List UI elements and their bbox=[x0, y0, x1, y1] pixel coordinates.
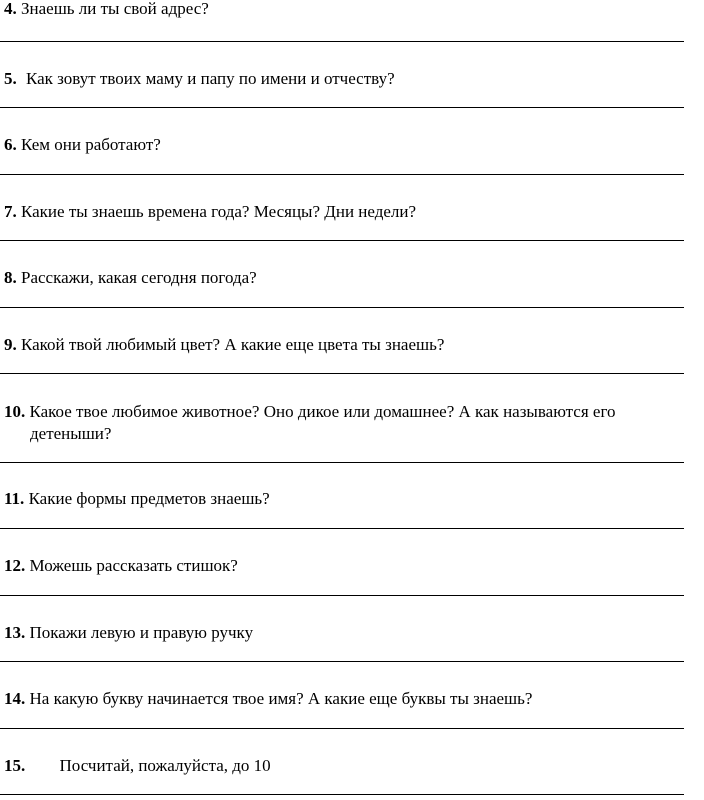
question-text: Можешь рассказать стишок? bbox=[29, 556, 238, 575]
question-number: 7. bbox=[4, 202, 17, 221]
question-number: 9. bbox=[4, 335, 17, 354]
question-11 bbox=[4, 488, 700, 510]
answer-line-10 bbox=[0, 462, 684, 463]
question-8 bbox=[4, 267, 700, 289]
question-text: На какую букву начинается твое имя? А какие еще буквы ты знаешь? bbox=[29, 689, 533, 708]
question-number: 12. bbox=[4, 556, 26, 575]
question-5 bbox=[4, 68, 700, 90]
question-number: 5. bbox=[4, 69, 17, 88]
question-15 bbox=[4, 755, 700, 777]
question-number: 8. bbox=[4, 268, 17, 287]
answer-line-8 bbox=[0, 307, 684, 308]
question-text: Посчитай, пожалуйста, до 10 bbox=[59, 756, 271, 775]
question-number: 15. bbox=[4, 756, 26, 775]
question-number: 11. bbox=[4, 489, 25, 508]
question-number: 13. bbox=[4, 623, 26, 642]
question-number: 10. bbox=[4, 402, 26, 421]
answer-line-5 bbox=[0, 107, 684, 108]
answer-line-14 bbox=[0, 728, 684, 729]
question-12 bbox=[4, 555, 700, 577]
question-7 bbox=[4, 201, 700, 223]
question-text: Как зовут твоих маму и папу по имени и отчеству? bbox=[26, 69, 395, 88]
answer-line-12 bbox=[0, 595, 684, 596]
answer-line-13 bbox=[0, 661, 684, 662]
question-number: 4. bbox=[4, 0, 17, 18]
question-9 bbox=[4, 334, 700, 356]
answer-line-4 bbox=[0, 41, 684, 42]
question-text: Кем они работают? bbox=[21, 135, 161, 154]
answer-line-15 bbox=[0, 794, 684, 795]
question-number: 14. bbox=[4, 689, 26, 708]
question-6 bbox=[4, 134, 700, 156]
question-14 bbox=[4, 688, 700, 710]
question-text: Какие формы предметов знаешь? bbox=[28, 489, 270, 508]
question-text: Покажи левую и правую ручку bbox=[29, 623, 254, 642]
question-13 bbox=[4, 622, 700, 644]
answer-line-6 bbox=[0, 174, 684, 175]
answer-line-11 bbox=[0, 528, 684, 529]
answer-line-9 bbox=[0, 373, 684, 374]
question-text: Какой твой любимый цвет? А какие еще цвета ты знаешь? bbox=[21, 335, 445, 354]
question-4 bbox=[4, 0, 700, 20]
question-text: Какое твое любимое животное? Оно дикое или домашнее? А как называются его детеныши? bbox=[29, 402, 616, 443]
question-text: Знаешь ли ты свой адрес? bbox=[21, 0, 209, 18]
question-10 bbox=[4, 401, 700, 445]
question-text: Расскажи, какая сегодня погода? bbox=[21, 268, 257, 287]
answer-line-7 bbox=[0, 240, 684, 241]
question-number: 6. bbox=[4, 135, 17, 154]
question-text: Какие ты знаешь времена года? Месяцы? Дни недели? bbox=[21, 202, 417, 221]
